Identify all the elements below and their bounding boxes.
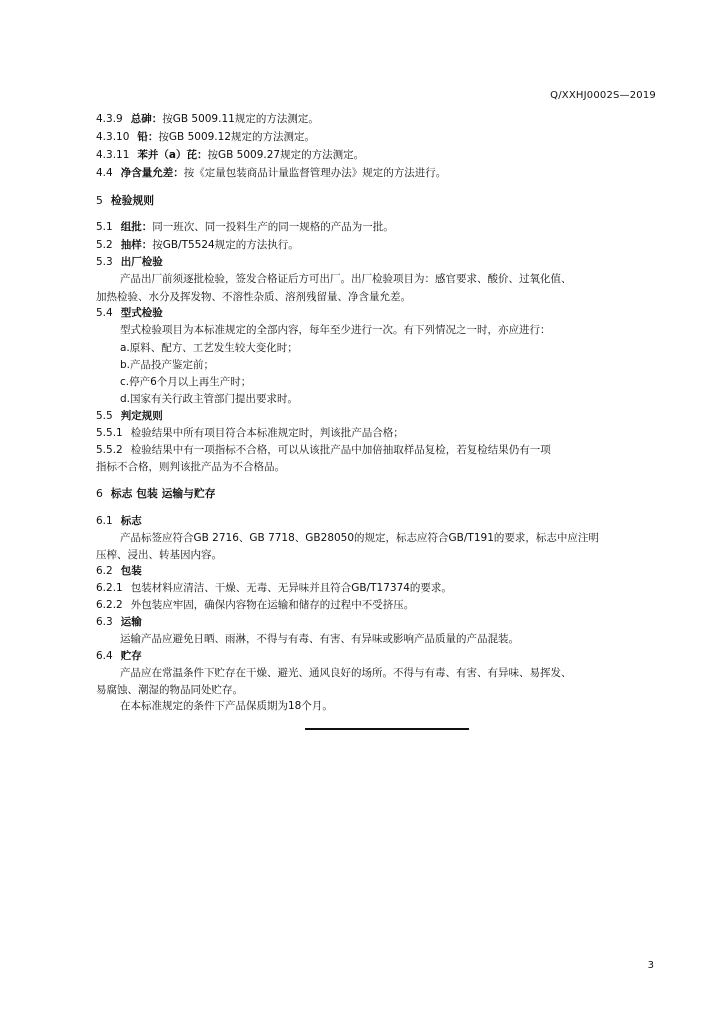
clause-number: 5.3	[96, 256, 113, 268]
clause-5-5-heading	[96, 409, 163, 423]
clause-title: 出厂检验	[120, 256, 163, 268]
list-item: b.产品投产鉴定前；	[120, 359, 215, 371]
clause-text: 包装材料应清洁、干燥、无毒、无异味并且符合GB/T17374的要求。	[130, 582, 452, 594]
clause-text: 外包装应牢固，确保内容物在运输和储存的过程中不受挤压。	[130, 599, 415, 611]
clause-title: 贮存	[120, 650, 142, 662]
clause-text: 同一班次、同一投料生产的同一规格的产品为一批。	[152, 221, 394, 233]
clause-5-5-2	[96, 443, 551, 457]
section-number: 5	[96, 194, 103, 207]
clause-number: 5.2	[96, 239, 113, 251]
list-item: d.国家有关行政主管部门提出要求时。	[120, 393, 299, 405]
clause-5-5-1	[96, 426, 404, 440]
clause-number: 4.3.11	[96, 149, 130, 161]
clause-number: 6.2	[96, 565, 113, 577]
paragraph-line: 加热检验、水分及挥发物、不溶性杂质、溶剂残留量、净含量允差。	[96, 291, 411, 303]
paragraph-line: 产品标签应符合GB 2716、GB 7718、GB28050的规定，标志应符合GB/T191的要求，标志中应注明	[120, 532, 599, 544]
paragraph-line: 型式检验项目为本标准规定的全部内容，每年至少进行一次。有下列情况之一时，亦应进行：	[120, 324, 551, 336]
clause-title: 标志	[120, 515, 142, 527]
clause-4-3-9	[96, 112, 319, 126]
clause-text: 检验结果中有一项指标不合格，可以从该批产品中加倍抽取样品复检，若复检结果仍有一项	[130, 444, 551, 456]
clause-6-3-heading	[96, 615, 142, 629]
clause-number: 5.5	[96, 410, 113, 422]
paragraph-line: 易腐蚀、潮湿的物品同处贮存。	[96, 684, 243, 696]
paragraph-line: 在本标准规定的条件下产品保质期为18个月。	[120, 700, 333, 712]
clause-term: 抽样：	[120, 239, 153, 251]
clause-6-2-heading	[96, 564, 142, 578]
paragraph-line: 产品出厂前须逐批检验，签发合格证后方可出厂。出厂检验项目为：感官要求、酸价、过氧化值、	[120, 273, 572, 285]
section-title: 检验规则	[110, 194, 155, 207]
clause-number: 4.4	[96, 167, 113, 179]
clause-title: 运输	[120, 616, 142, 628]
page-number: 3	[647, 960, 654, 971]
clause-4-3-11	[96, 148, 364, 162]
clause-number: 6.1	[96, 515, 113, 527]
clause-text: 按GB/T5524规定的方法执行。	[152, 239, 299, 251]
list-item: a.原料、配方、工艺发生较大变化时；	[120, 342, 298, 354]
clause-5-2	[96, 238, 299, 252]
clause-number: 6.2.2	[96, 599, 123, 611]
clause-6-1-heading	[96, 514, 142, 528]
list-item: c.停产6个月以上再生产时；	[120, 376, 252, 388]
clause-term: 总砷：	[130, 113, 163, 125]
clause-text: 按GB 5009.12规定的方法测定。	[158, 131, 316, 143]
clause-6-4-heading	[96, 649, 142, 663]
clause-5-4-heading	[96, 306, 163, 320]
clause-number: 5.5.2	[96, 444, 123, 456]
clause-text: 按GB 5009.27规定的方法测定。	[207, 149, 365, 161]
paragraph-line: 压榨、浸出、转基因内容。	[96, 549, 222, 561]
section-number: 6	[96, 487, 103, 500]
clause-5-3-heading	[96, 255, 163, 269]
clause-title: 判定规则	[120, 410, 163, 422]
clause-term: 铅：	[137, 131, 159, 143]
clause-term: 苯并（a）芘：	[137, 149, 208, 161]
clause-title: 型式检验	[120, 307, 163, 319]
paragraph-line: 产品应在常温条件下贮存在干燥、避光、通风良好的场所。不得与有毒、有害、有异味、易挥发、	[120, 667, 572, 679]
section-5-heading	[96, 194, 154, 208]
clause-title: 包装	[120, 565, 142, 577]
section-6-heading	[96, 487, 216, 501]
clause-number: 6.3	[96, 616, 113, 628]
clause-text: 按GB 5009.11规定的方法测定。	[162, 113, 319, 125]
clause-number: 6.2.1	[96, 582, 123, 594]
paragraph-line: 运输产品应避免日晒、雨淋，不得与有毒、有害、有异味或影响产品质量的产品混装。	[120, 633, 519, 645]
clause-number: 4.3.9	[96, 113, 123, 125]
clause-6-2-1	[96, 581, 452, 595]
clause-4-4	[96, 166, 446, 180]
clause-number: 5.1	[96, 221, 113, 233]
clause-6-2-2	[96, 598, 414, 612]
clause-term: 组批：	[120, 221, 153, 233]
clause-text: 按《定量包装商品计量监督管理办法》规定的方法进行。	[183, 167, 447, 179]
clause-5-1	[96, 220, 394, 234]
paragraph-line: 指标不合格，则判该批产品为不合格品。	[96, 461, 285, 473]
clause-number: 4.3.10	[96, 131, 130, 143]
section-title: 标志 包装 运输与贮存	[110, 487, 216, 500]
doc-code: Q/XXHJ0002S—2019	[550, 90, 656, 101]
clause-number: 5.4	[96, 307, 113, 319]
clause-4-3-10	[96, 130, 315, 144]
clause-number: 6.4	[96, 650, 113, 662]
clause-text: 检验结果中所有项目符合本标准规定时，判该批产品合格；	[130, 427, 404, 439]
clause-number: 5.5.1	[96, 427, 123, 439]
end-rule	[305, 728, 469, 730]
clause-term: 净含量允差：	[120, 167, 184, 179]
